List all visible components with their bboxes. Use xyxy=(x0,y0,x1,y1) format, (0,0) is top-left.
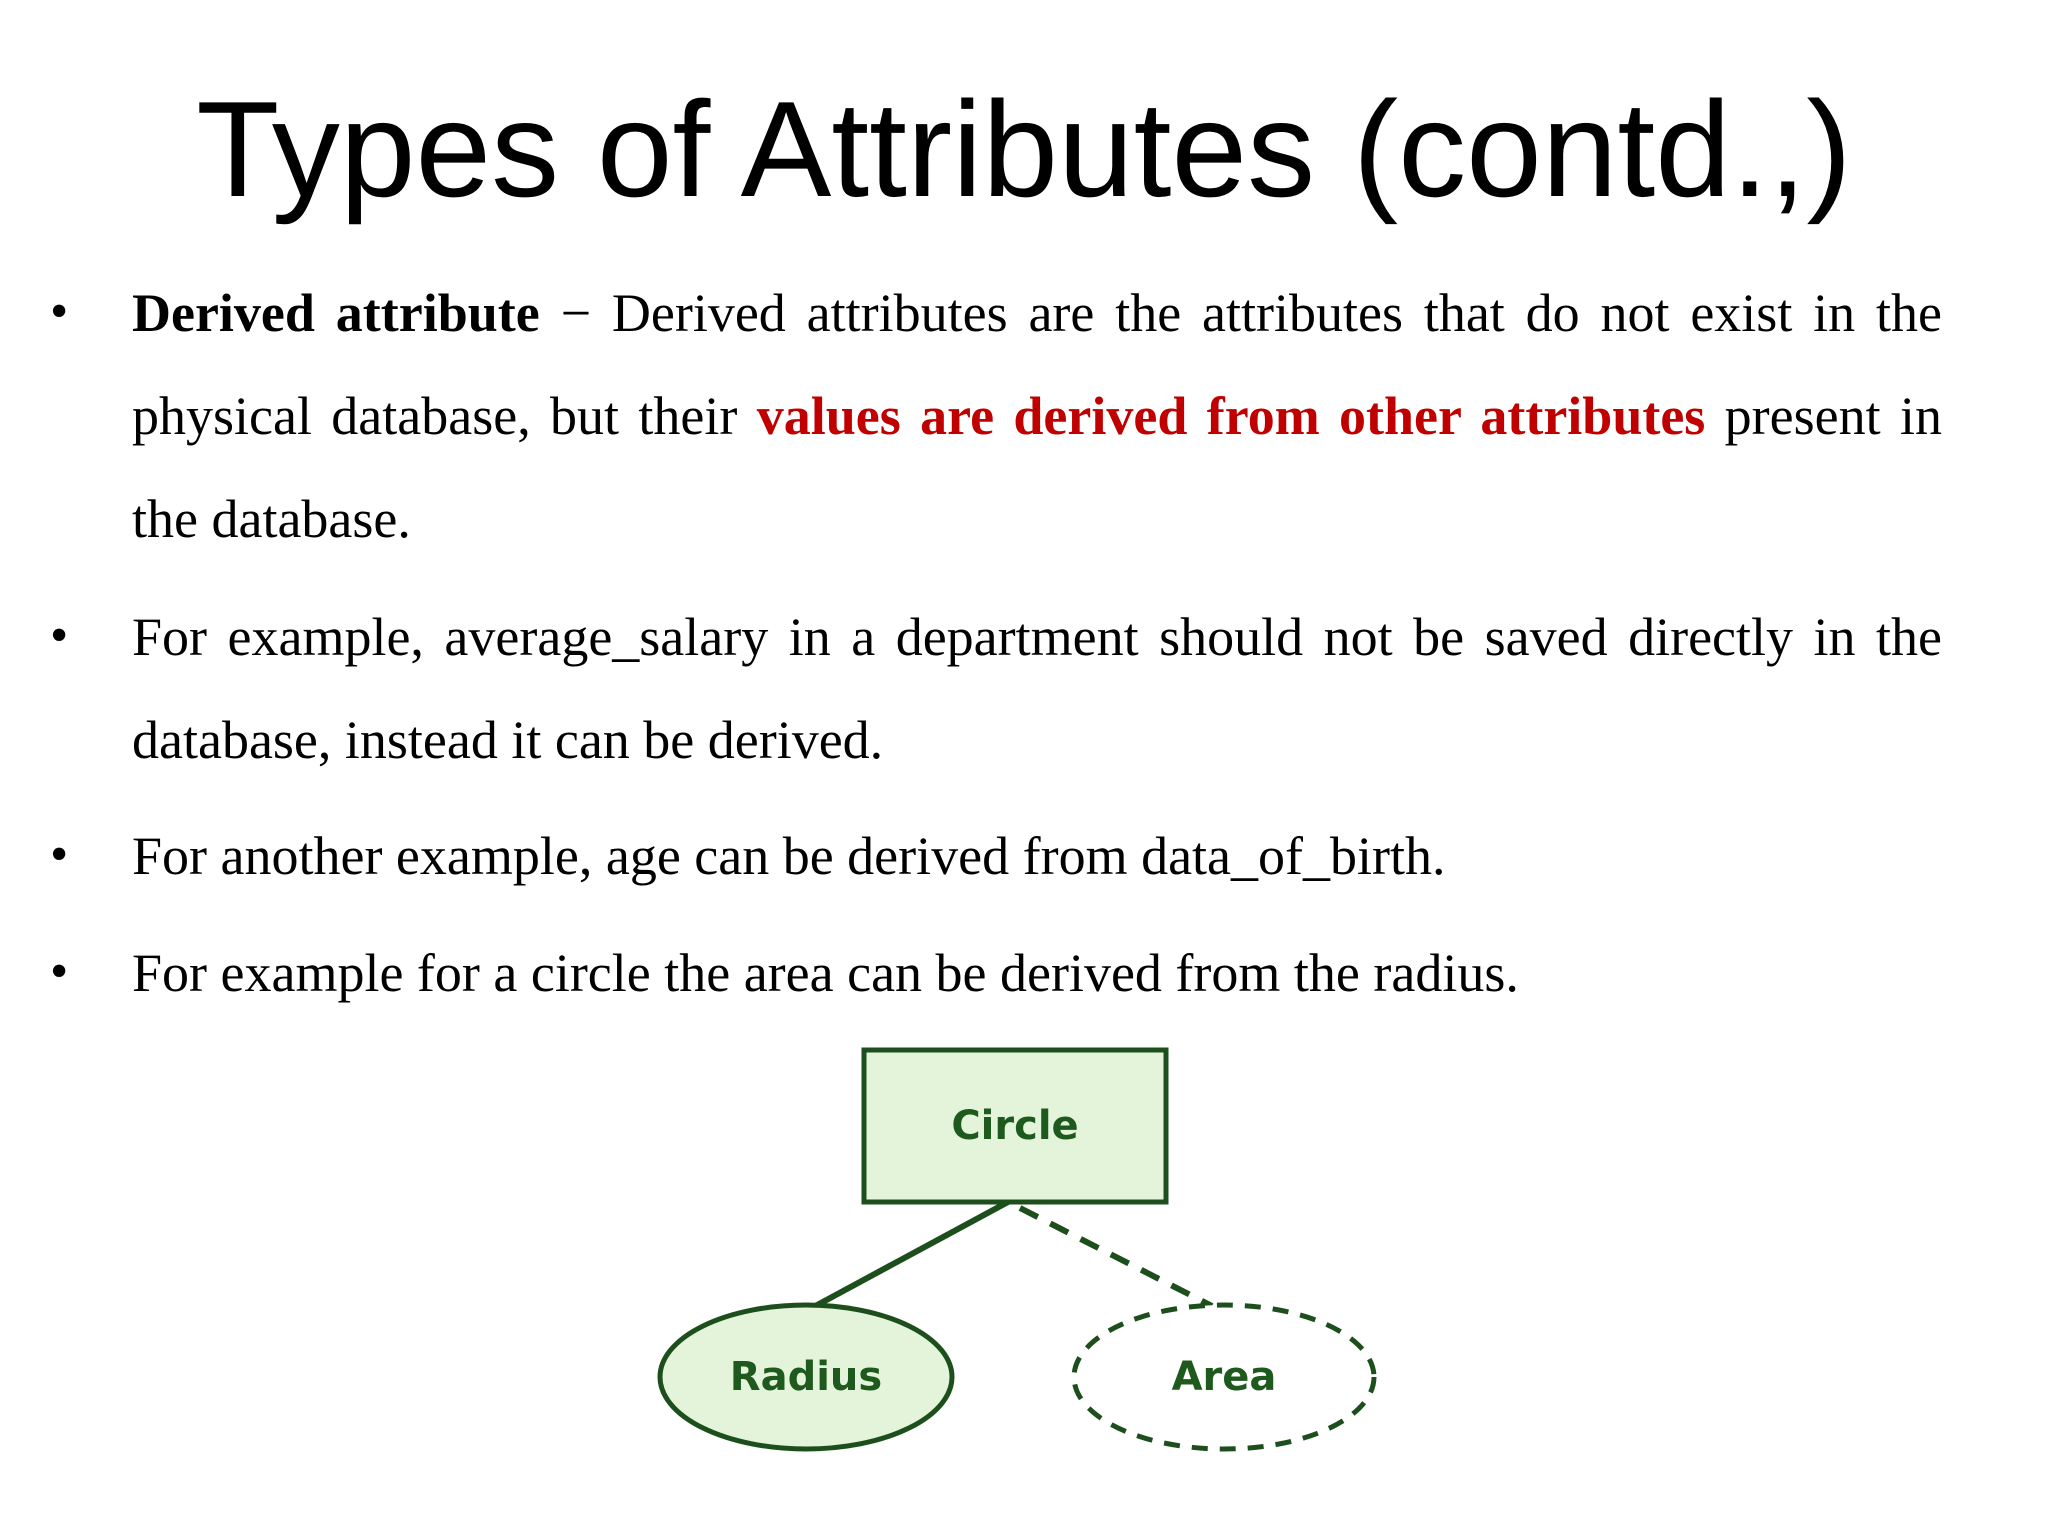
entity-label-circle: Circle xyxy=(951,1103,1079,1149)
attribute-label-radius: Radius xyxy=(729,1354,883,1400)
connector-area xyxy=(1020,1208,1212,1306)
bullet-text-part-b: present in the database. xyxy=(132,386,1942,549)
er-diagram-graphic xyxy=(600,1010,1420,1510)
bullet-text: For example, average_salary in a department should not be saved directly in the database, instead it can be derived. xyxy=(132,607,1942,770)
connector-radius xyxy=(808,1202,1008,1310)
term-derived-attribute: Derived attribute xyxy=(132,283,540,343)
bullet-text: For example for a circle the area can be derived from the radius. xyxy=(132,943,1519,1003)
term-dash: − xyxy=(539,283,612,343)
bullet-text: For another example, age can be derived from data_of_birth. xyxy=(132,826,1446,886)
bullet-text xyxy=(132,262,1942,571)
er-diagram xyxy=(600,1010,1420,1510)
attribute-label-area: Area xyxy=(1171,1354,1277,1400)
bullet-marker: • xyxy=(50,283,69,340)
bullet-marker: • xyxy=(50,607,69,664)
bullet-marker: • xyxy=(50,826,69,883)
slide-title: Types of Attributes (contd.,) xyxy=(196,73,1852,225)
highlight-text: values are derived from other attributes xyxy=(756,386,1706,446)
bullet-marker: • xyxy=(50,943,69,1000)
bullet-text-part-a: Derived attributes are the attributes that do not exist in the physical database, but their xyxy=(132,283,1942,446)
